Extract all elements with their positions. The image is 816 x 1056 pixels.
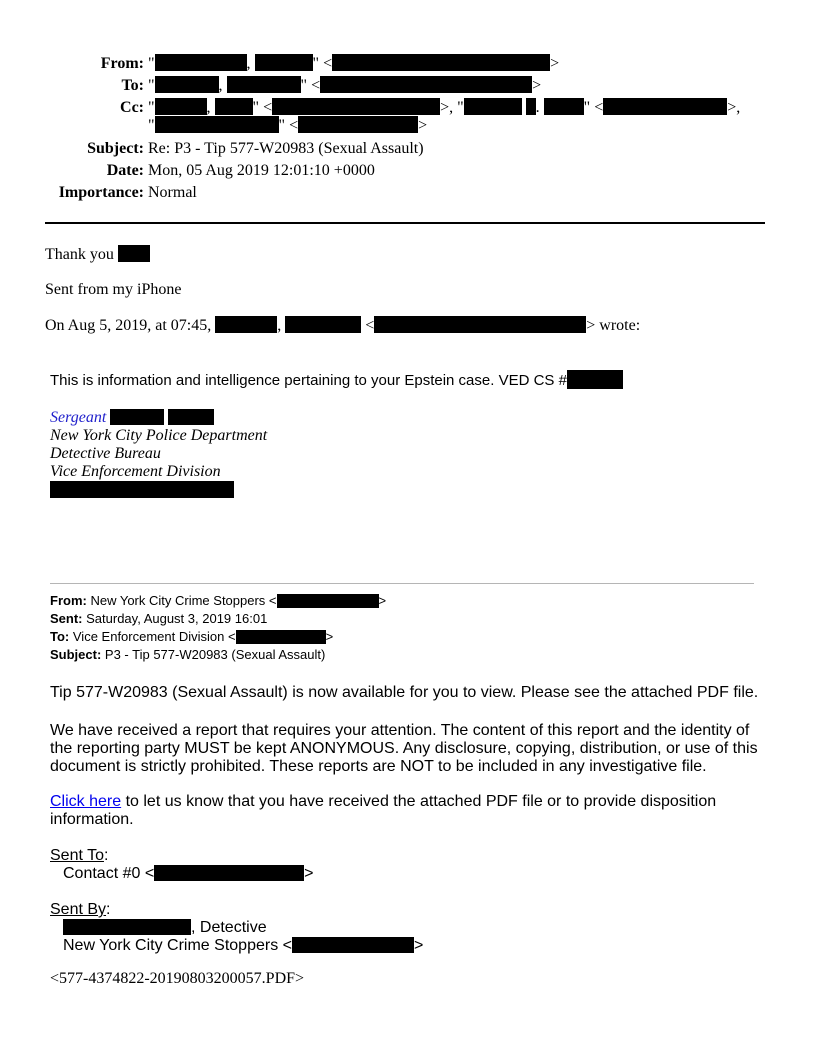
- signature-bureau: Detective Bureau: [50, 445, 161, 462]
- click-here-link[interactable]: Click here: [50, 793, 122, 810]
- fwd-sent-label: Sent:: [50, 611, 83, 626]
- quote-suffix: > wrote:: [586, 317, 641, 334]
- redaction: [272, 98, 440, 115]
- click-rest-text-2: information.: [50, 811, 134, 828]
- click-rest-text: to let us know that you have received the attached PDF file or to provide disposition: [121, 793, 717, 810]
- attachment-name: <577-4374822-20190803200057.PDF>: [50, 970, 305, 987]
- redaction: [110, 409, 164, 425]
- redaction: [298, 116, 418, 133]
- redaction: [603, 98, 727, 115]
- subject-value: Re: P3 - Tip 577-W20983 (Sexual Assault): [148, 140, 424, 157]
- quote-prefix: On Aug 5, 2019, at 07:45,: [45, 317, 212, 334]
- cc-value-cont: " " < >: [148, 117, 428, 134]
- redaction: [155, 76, 219, 93]
- importance-label: Importance:: [58, 184, 144, 201]
- fwd-sent-value: Saturday, August 3, 2019 16:01: [86, 611, 268, 626]
- redaction: [544, 98, 584, 115]
- fwd-subject-value: P3 - Tip 577-W20983 (Sexual Assault): [104, 647, 326, 662]
- thanks-text: Thank you: [45, 246, 114, 263]
- subject-label: Subject:: [87, 140, 144, 157]
- redaction: [236, 630, 326, 644]
- thanks-line: [45, 245, 150, 264]
- redaction: [285, 316, 361, 333]
- fwd-subject-line: [50, 646, 386, 664]
- redaction: [374, 316, 586, 333]
- quote-line: On Aug 5, 2019, at 07:45, , < > wrote:: [45, 317, 641, 334]
- redaction: [227, 76, 301, 93]
- tip-para-line: document is strictly prohibited. These reports are NOT to be included in any investigative file.: [50, 758, 707, 775]
- sent-to-block: Sent To: Contact #0 < >: [50, 847, 314, 882]
- redaction: [320, 76, 532, 93]
- redaction: [155, 54, 247, 71]
- sent-from: Sent from my iPhone: [45, 281, 182, 298]
- tip-para-line: We have received a report that requires your attention. The content of this report and the identity of: [50, 722, 750, 739]
- intro-text: This is information and intelligence pertaining to your Epstein case. VED CS #: [50, 372, 567, 389]
- fwd-from-value: New York City Crime Stoppers <: [90, 593, 277, 608]
- tip-para-line: the reporting party MUST be kept ANONYMOUS. Any disclosure, copying, distribution, or use of this: [50, 740, 758, 757]
- signature-rank: Sergeant: [50, 409, 107, 426]
- crime-stoppers-org: New York City Crime Stoppers <: [63, 937, 292, 954]
- redaction: [168, 409, 214, 425]
- redaction: [154, 865, 304, 881]
- date-value: Mon, 05 Aug 2019 12:01:10 +0000: [148, 162, 375, 179]
- sent-by-label: Sent By: [50, 901, 107, 918]
- click-paragraph: [50, 793, 716, 829]
- fwd-sent-line: [50, 610, 386, 628]
- redaction: [332, 54, 550, 71]
- to-label: To:: [121, 77, 144, 94]
- redaction: [50, 481, 234, 498]
- date-label: Date:: [106, 162, 144, 179]
- cc-label: Cc:: [120, 99, 144, 116]
- from-label: From:: [100, 55, 144, 72]
- cc-value: " , " < >, " . " < >,: [148, 99, 741, 116]
- tip-line: Tip 577-W20983 (Sexual Assault) is now available for you to view. Please see the attached PDF file.: [50, 684, 759, 701]
- signature-division: Vice Enforcement Division: [50, 463, 221, 480]
- fwd-from-line: From: New York City Crime Stoppers < >: [50, 593, 387, 608]
- sent-by-block: Sent By: , Detective New York City Crime Stoppers < >: [50, 901, 424, 954]
- fwd-to-line: To: Vice Enforcement Division < >: [50, 629, 334, 644]
- redaction: [155, 98, 207, 115]
- redaction: [292, 937, 414, 953]
- redaction: [155, 116, 279, 133]
- fwd-subject-label: Subject:: [50, 647, 102, 662]
- redaction: [215, 98, 253, 115]
- redaction: [255, 54, 313, 71]
- contact-value: Contact #0 <: [63, 865, 155, 882]
- redaction: [118, 245, 150, 262]
- redaction: [63, 919, 191, 935]
- redaction: [464, 98, 522, 115]
- fwd-to-label: To:: [50, 629, 70, 644]
- header-divider: [45, 222, 765, 224]
- redaction: [526, 98, 536, 115]
- redaction: [567, 370, 623, 389]
- fwd-from-label: From:: [50, 593, 87, 608]
- from-value: " , " < >: [148, 55, 560, 72]
- intro-line: [50, 370, 623, 389]
- signature-org: New York City Police Department: [50, 427, 268, 444]
- to-value: " , " < >: [148, 77, 542, 94]
- forwarded-header: [50, 592, 386, 664]
- forward-divider: [50, 583, 754, 584]
- signature: [50, 409, 267, 500]
- redaction: [277, 594, 379, 608]
- detective-text: , Detective: [191, 919, 267, 936]
- fwd-to-value: Vice Enforcement Division <: [72, 629, 236, 644]
- importance-value: Normal: [148, 184, 197, 201]
- tip-paragraph: [50, 722, 758, 776]
- sent-to-label: Sent To: [50, 847, 104, 864]
- redaction: [215, 316, 277, 333]
